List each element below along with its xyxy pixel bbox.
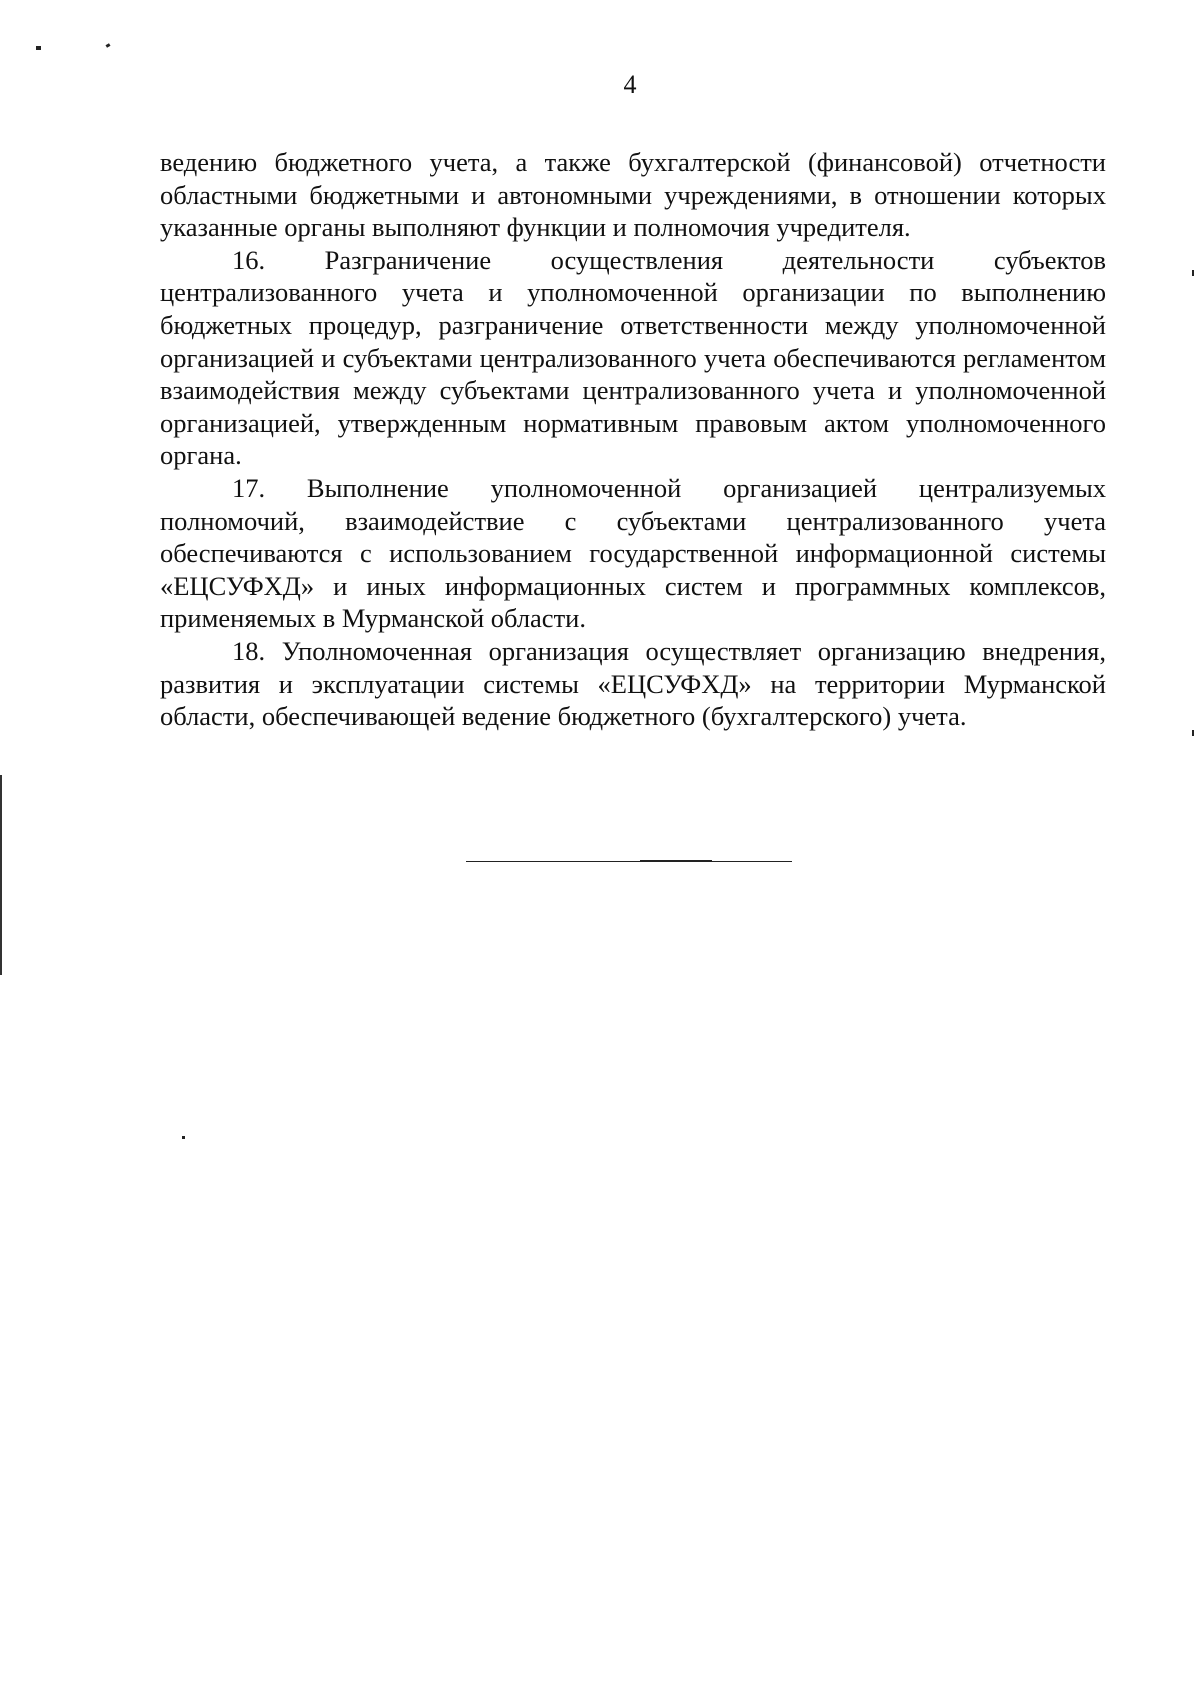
scan-speck xyxy=(182,1136,185,1139)
paragraph-16: 16. Разграничение осуществления деятельности субъектов централизованного учета и уполномоченной организации по выполнению бюджетных процедур, разграничение ответственности между уполномоченной организацией и субъектами централизованного учета обеспечиваются регламентом взаимодействия между субъектами централизованного учета и уполномоченной организацией, утвержденным нормативным правовым актом уполномоченного органа. xyxy=(160,244,1106,471)
paragraph-continuation: ведению бюджетного учета, а также бухгалтерской (финансовой) отчетности областными бюджетными и автономными учреждениями, в отношении которых указанные органы выполняют функции и полномочия учредителя. xyxy=(160,147,1106,243)
scan-edge-line xyxy=(0,775,2,975)
end-of-document-rule xyxy=(466,861,792,862)
document-body xyxy=(160,146,1106,733)
scan-speck xyxy=(1192,270,1194,276)
scan-speck xyxy=(1192,730,1194,736)
scan-speck xyxy=(36,46,41,50)
end-of-document-rule-accent xyxy=(640,860,712,862)
paragraph-18: 18. Уполномоченная организация осуществляет организацию внедрения, развития и эксплуатации системы «ЕЦСУФХД» на территории Мурманской области, обеспечивающей ведение бюджетного (бухгалтерского) учета. xyxy=(160,635,1106,732)
paragraph-17: 17. Выполнение уполномоченной организацией централизуемых полномочий, взаимодействие с субъектами централизованного учета обеспечиваются с использованием государственной информационной системы «ЕЦСУФХД» и иных информационных систем и программных комплексов, применяемых в Мурманской области. xyxy=(160,472,1106,634)
page-number: 4 xyxy=(623,70,637,99)
scan-speck xyxy=(106,43,111,48)
